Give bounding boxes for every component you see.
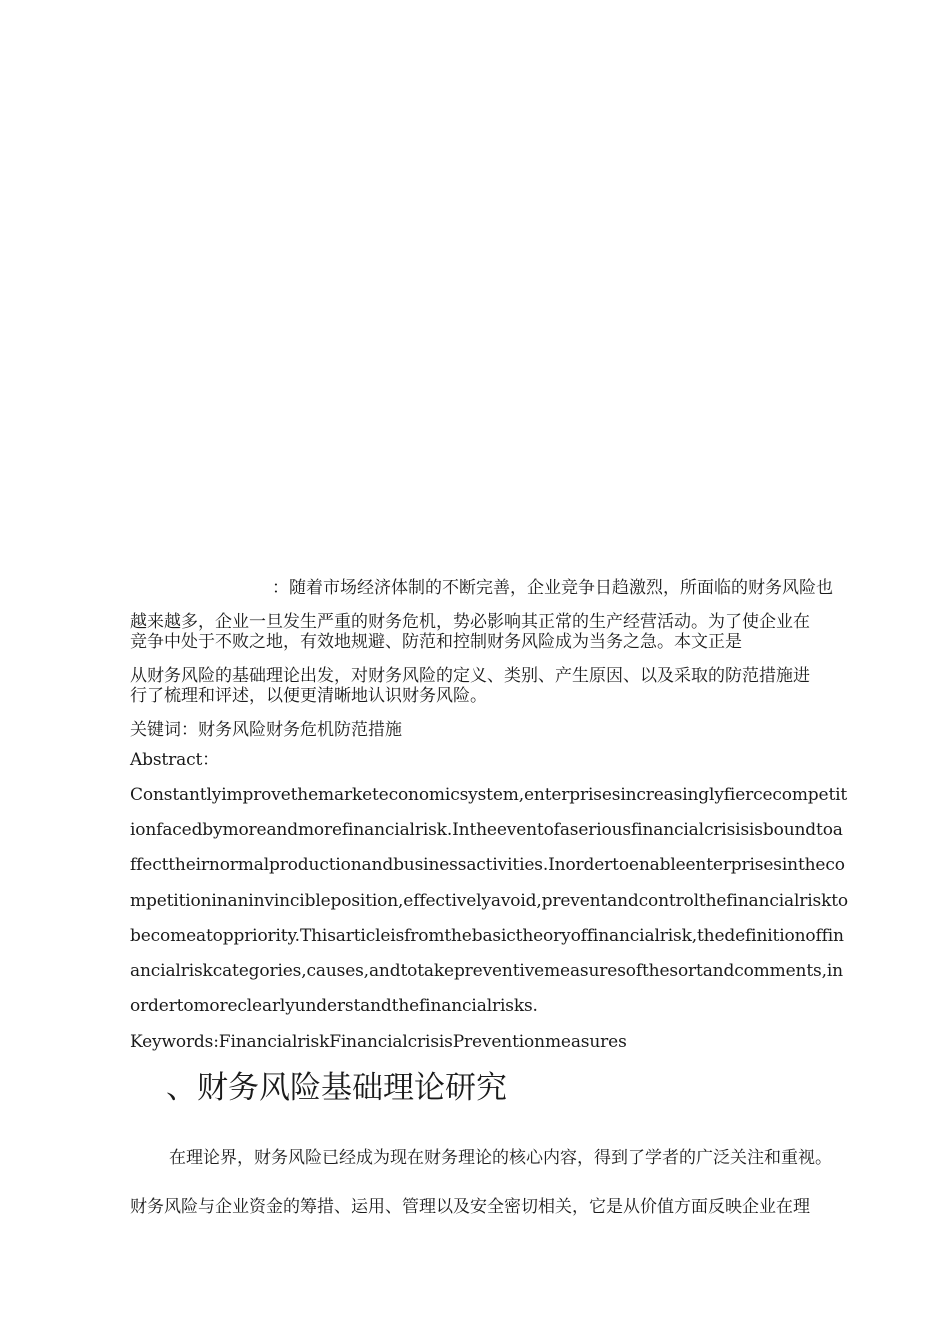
- abstract-cn-line-2: 越来越多，企业一旦发生严重的财务危机，势必影响其正常的生产经营活动。为了使企业在: [130, 612, 810, 632]
- abstract-cn-line-1: ：随着市场经济体制的不断完善，企业竞争日趋激烈，所面临的财务风险也: [272, 578, 833, 598]
- section-paragraph-line-2: 财务风险与企业资金的筹措、运用、管理以及安全密切相关，它是从价值方面反映企业在理: [130, 1197, 810, 1217]
- keywords-cn: 关键词：财务风险财务危机防范措施: [130, 720, 402, 740]
- abstract-en-line: ffecttheirnormalproductionandbusinessactivities.Inordertoenableenterprisesintheco: [130, 855, 845, 875]
- section-paragraph-line-1: 在理论界，财务风险已经成为现在财务理论的核心内容，得到了学者的广泛关注和重视。: [169, 1148, 832, 1168]
- abstract-en-line: ancialriskcategories,causes,andtotakepreventivemeasuresofthesortandcomments,in: [130, 961, 843, 981]
- keywords-en: Keywords:FinancialriskFinancialcrisisPreventionmeasures: [130, 1032, 627, 1052]
- abstract-en-line: mpetitioninaninvincibleposition,effectivelyavoid,preventandcontrolthefinancialriskto: [130, 891, 849, 911]
- abstract-en-line: becomeatoppriority.Thisarticleisfromthebasictheoryoffinancialrisk,thedefinitionoffin: [130, 926, 844, 946]
- section-heading: 、财务风险基础理论研究: [166, 1070, 507, 1106]
- abstract-cn-line-5: 行了梳理和评述，以便更清晰地认识财务风险。: [130, 686, 487, 706]
- abstract-en-label: Abstract：: [130, 750, 219, 770]
- abstract-en-line: ionfacedbymoreandmorefinancialrisk.Intheeventofaseriousfinancialcrisisisboundtoa: [130, 820, 843, 840]
- abstract-cn-line-4: 从财务风险的基础理论出发，对财务风险的定义、类别、产生原因、以及采取的防范措施进: [130, 666, 810, 686]
- abstract-cn-line-3: 竞争中处于不败之地，有效地规避、防范和控制财务风险成为当务之急。本文正是: [130, 632, 742, 652]
- abstract-en-line: Constantlyimprovethemarketeconomicsystem,enterprisesincreasinglyfiercecompetit: [130, 785, 848, 805]
- abstract-en-line: ordertomoreclearlyunderstandthefinancialrisks.: [130, 996, 538, 1016]
